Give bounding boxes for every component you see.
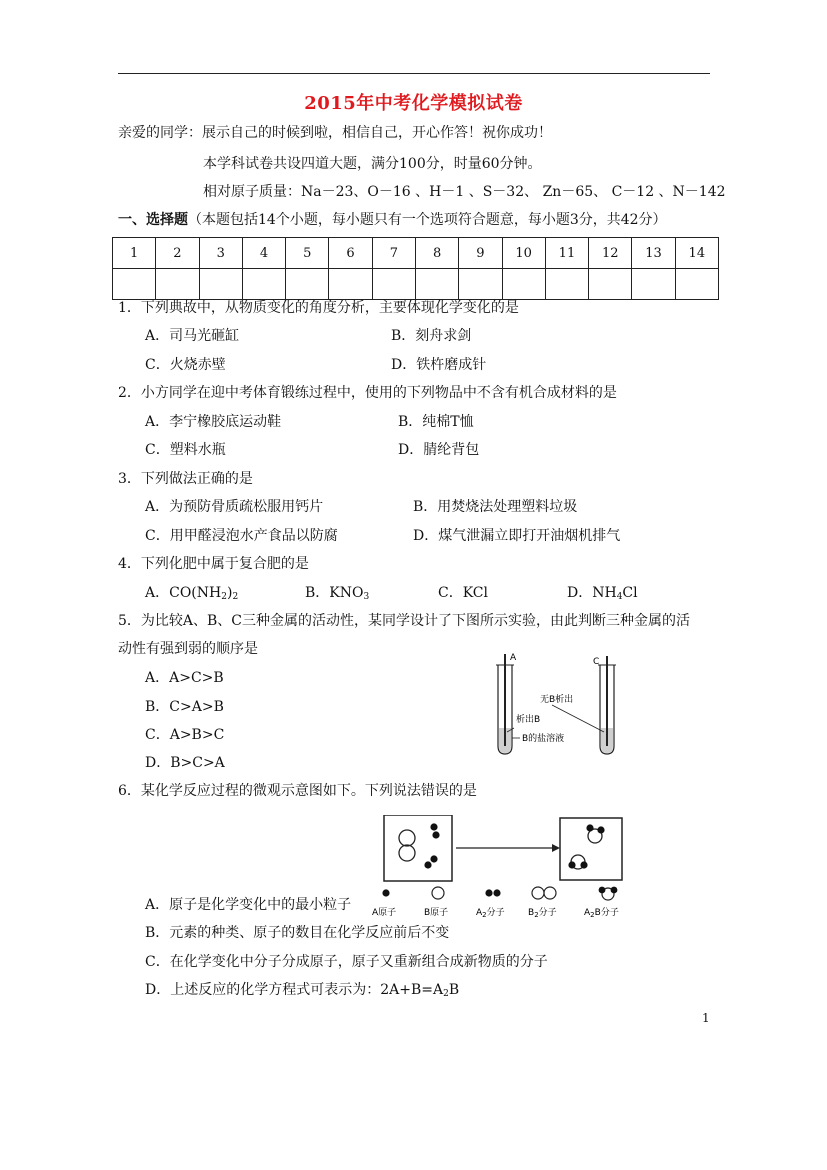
section1-note: （本题包括14个小题，每小题只有一个选项符合题意，每小题3分，共42分） (188, 212, 667, 228)
q4-d-text2: Cl (622, 585, 638, 601)
q2-option-d: D．腈纶背包 (398, 442, 480, 458)
b2-molecule-atom (399, 830, 415, 846)
molecule-reaction-figure (370, 815, 640, 925)
legend-a2-post: 分子 (486, 908, 505, 918)
q4-b-text: B．KNO (305, 585, 364, 601)
a-atom (568, 861, 575, 868)
greeting: 亲爱的同学：展示自己的时候到啦，相信自己，开心作答！祝你成功！ (118, 125, 552, 141)
q6-option-d (145, 981, 459, 1003)
answer-cell[interactable] (459, 269, 502, 300)
q5-stem-line2: 动性有强到弱的顺序是 (118, 641, 258, 657)
a-atom (597, 826, 604, 833)
a-atom (580, 861, 587, 868)
q3-option-b: B．用焚烧法处理塑料垃圾 (413, 499, 578, 515)
q4-stem: 4．下列化肥中属于复合肥的是 (118, 556, 309, 572)
q6-option-b: B．元素的种类、原子的数目在化学反应前后不变 (145, 925, 450, 941)
q1-option-c: C．火烧赤壁 (145, 357, 226, 373)
q5-option-c: C．A>B>C (145, 727, 225, 743)
legend-b2-icon (544, 887, 556, 899)
legend-a2-icon (485, 889, 492, 896)
answer-number-row (113, 238, 719, 269)
legend-b2-pre: B (528, 908, 535, 918)
q3-option-a: A．为预防骨质疏松服用钙片 (145, 499, 324, 515)
legend-b2-sub: 2 (534, 911, 539, 919)
legend-a-atom-icon (382, 889, 389, 896)
answer-cell[interactable] (286, 269, 329, 300)
answer-number: 4 (242, 238, 285, 269)
answer-cell[interactable] (545, 269, 588, 300)
answer-cell[interactable] (113, 269, 156, 300)
atomic-mass: 相对原子质量：Na－23、O－16 、H－1 、S－32、 Zn－65、 C－12 、N－142 (203, 184, 726, 200)
q3-stem: 3．下列做法正确的是 (118, 471, 253, 487)
legend-a2-molecule (476, 906, 505, 919)
legend-a2b-sub: 2 (590, 911, 595, 919)
answer-number: 2 (156, 238, 199, 269)
q1-option-d: D．铁杵磨成针 (391, 357, 487, 373)
q3-option-c: C．用甲醛浸泡水产食品以防腐 (145, 528, 338, 544)
q4-option-d (567, 584, 638, 606)
answer-number: 5 (286, 238, 329, 269)
answer-number: 9 (459, 238, 502, 269)
no-b-pointer (552, 705, 604, 732)
q4-option-a (145, 584, 238, 606)
a-atom (430, 823, 437, 830)
answer-cell[interactable] (632, 269, 675, 300)
q6-d-text2: B (448, 982, 460, 998)
legend-a-atom: A原子 (372, 908, 397, 918)
answer-number: 6 (329, 238, 372, 269)
legend-a2b-post: B分子 (594, 908, 619, 918)
legend-a2b-icon (599, 887, 606, 894)
legend-a2b-molecule (584, 906, 619, 919)
q5-option-d: D．B>C>A (145, 755, 225, 771)
answer-number: 13 (632, 238, 675, 269)
page-title: 2015年中考化学模拟试卷 (304, 93, 523, 114)
q1-option-a: A．司马光砸缸 (145, 328, 240, 344)
answer-number: 10 (502, 238, 545, 269)
answer-cell[interactable] (415, 269, 458, 300)
metal-c-label: C (593, 657, 600, 667)
a-atom (586, 824, 593, 831)
metal-a-label: A (510, 653, 517, 663)
q2-stem: 2．小方同学在迎中考体育锻练过程中，使用的下列物品中不含有机合成材料的是 (118, 385, 617, 401)
q4-d-sub: 4 (616, 592, 623, 602)
q2-option-c: C．塑料水瓶 (145, 442, 226, 458)
q2-option-b: B．纯棉T恤 (398, 414, 474, 430)
answer-cell[interactable] (589, 269, 632, 300)
q1-stem: 1．下列典故中，从物质变化的角度分析，主要体现化学变化的是 (118, 300, 519, 316)
legend-a2b-pre: A (584, 908, 591, 918)
answer-number: 1 (113, 238, 156, 269)
q5-option-a: A．A>C>B (145, 670, 224, 686)
q4-option-b (305, 584, 369, 606)
a-atom (430, 855, 437, 862)
reactants-box (384, 815, 452, 881)
b2-molecule-atom (399, 845, 415, 861)
answer-number: 8 (415, 238, 458, 269)
answer-cell[interactable] (156, 269, 199, 300)
q6-option-a: A．原子是化学变化中的最小粒子 (145, 897, 352, 913)
a-atom (432, 831, 439, 838)
arrow-head (552, 844, 560, 852)
q5-option-b: B．C>A>B (145, 699, 224, 715)
q6-option-c: C．在化学变化中分子分成原子，原子又重新组合成新物质的分子 (145, 954, 548, 970)
top-rule (118, 73, 710, 74)
q1-option-b: B．刻舟求剑 (391, 328, 472, 344)
answer-number: 11 (545, 238, 588, 269)
answer-cell[interactable] (675, 269, 718, 300)
q4-b-sub: 3 (363, 592, 370, 602)
answer-cell[interactable] (199, 269, 242, 300)
answer-number: 3 (199, 238, 242, 269)
answer-number: 12 (589, 238, 632, 269)
q6-d-sub: 2 (443, 989, 449, 999)
legend-b2-molecule (528, 906, 557, 919)
legend-b-atom-icon (432, 887, 444, 899)
b-out-label: 析出B (516, 715, 541, 725)
legend-a2b-icon (611, 887, 618, 894)
legend-a2-sub: 2 (482, 911, 487, 919)
q5-stem-line1: 5．为比较A、B、C三种金属的活动性，某同学设计了下图所示实验，由此判断三种金属的活 (118, 613, 691, 629)
solution-label: B的盐溶液 (522, 734, 565, 744)
q6-d-text: D．上述反应的化学方程式可表示为：2A+B=A (145, 982, 444, 998)
answer-cell[interactable] (242, 269, 285, 300)
section1-header (118, 211, 667, 229)
answer-blank-row (113, 269, 719, 300)
exam-info: 本学科试卷共设四道大题，满分100分，时量60分钟。 (203, 156, 542, 172)
q4-a-sub2: 2 (232, 592, 239, 602)
legend-b2-icon (532, 887, 544, 899)
answer-number: 7 (372, 238, 415, 269)
legend-b2-post: 分子 (538, 908, 557, 918)
answer-table (112, 237, 719, 300)
a-atom (424, 861, 431, 868)
q4-a-text2: ) (226, 585, 233, 601)
legend-b-atom: B原子 (424, 908, 449, 918)
q4-option-c: C．KCl (438, 585, 488, 601)
q4-a-text: A．CO(NH (145, 585, 222, 601)
section1-heading: 一、选择题 (118, 212, 188, 228)
answer-cell[interactable] (502, 269, 545, 300)
q3-option-d: D．煤气泄漏立即打开油烟机排气 (413, 528, 621, 544)
legend-a2-icon (493, 889, 500, 896)
q6-stem: 6．某化学反应过程的微观示意图如下。下列说法错误的是 (118, 783, 477, 799)
test-tube-figure (490, 650, 630, 760)
answer-cell[interactable] (329, 269, 372, 300)
page-number: 1 (702, 1011, 710, 1025)
q4-d-text: D．NH (567, 585, 617, 601)
legend-a2-pre: A (476, 908, 483, 918)
no-b-label: 无B析出 (540, 695, 574, 705)
answer-cell[interactable] (372, 269, 415, 300)
answer-number: 14 (675, 238, 718, 269)
q4-a-sub: 2 (221, 592, 227, 602)
q2-option-a: A．李宁橡胶底运动鞋 (145, 414, 282, 430)
